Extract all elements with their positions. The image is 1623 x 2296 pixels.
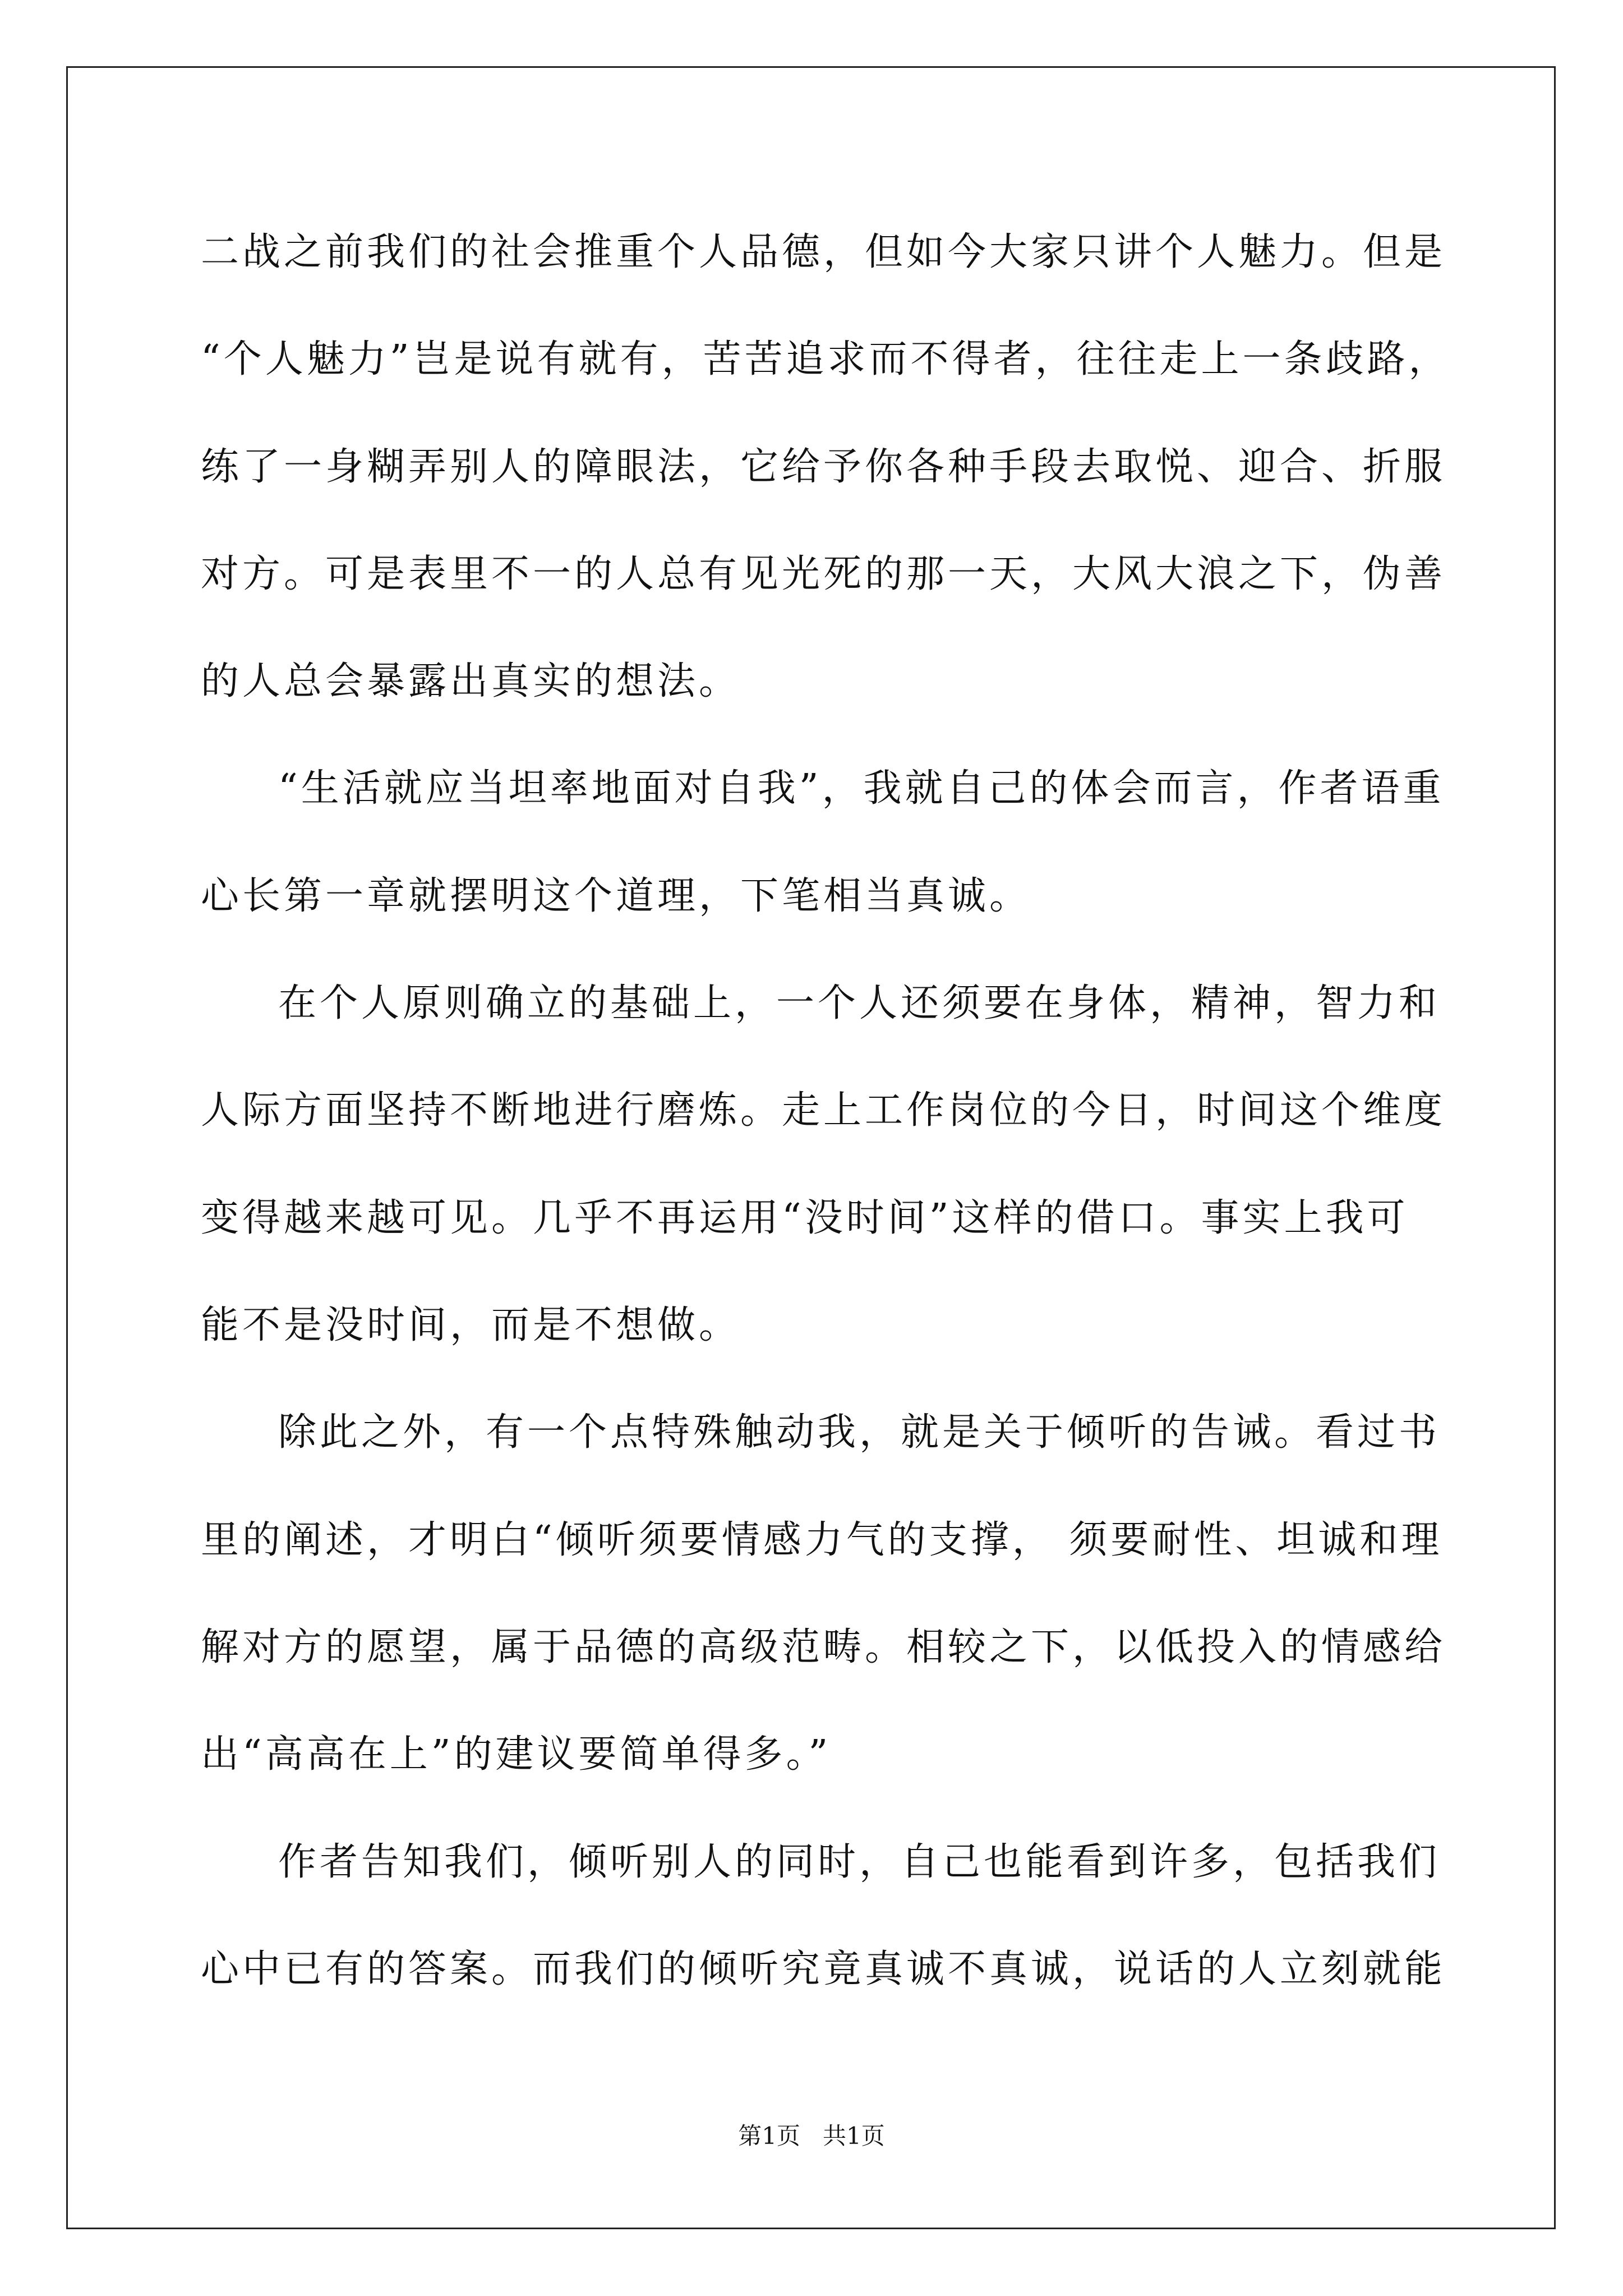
text-line-15: 出“高高在上”的建议要简单得多。” xyxy=(201,1732,832,1777)
text-line-14: 解对方的愿望，属于品德的高级范畴。相较之下，以低投入的情感给 xyxy=(201,1625,1446,1669)
text-line-9: 人际方面坚持不断地进行磨炼。走上工作岗位的今日，时间这个维度 xyxy=(201,1088,1446,1133)
text-line-12: 除此之外，有一个点特殊触动我，就是关于倾听的告诫。看过书 xyxy=(278,1410,1441,1455)
text-line-6: “生活就应当坦率地面对自我”，我就自己的体会而言，作者语重 xyxy=(278,766,1445,811)
text-line-8: 在个人原则确立的基础上，一个人还须要在身体，精神，智力和 xyxy=(278,981,1441,1025)
page-border xyxy=(66,66,1556,2229)
text-line-5: 的人总会暴露出真实的想法。 xyxy=(201,659,741,703)
text-line-2: “个人魅力”岂是说有就有，苦苦追求而不得者，往往走上一条歧路， xyxy=(201,337,1450,381)
text-line-4: 对方。可是表里不一的人总有见光死的那一天，大风大浪之下，伪善 xyxy=(201,552,1446,596)
text-line-7: 心长第一章就摆明这个道理，下笔相当真诚。 xyxy=(201,874,1031,918)
text-line-17: 心中已有的答案。而我们的倾听究竟真诚不真诚，说话的人立刻就能 xyxy=(201,1947,1446,1991)
text-line-3: 练了一身糊弄别人的障眼法，它给予你各种手段去取悦、迎合、折服 xyxy=(201,445,1446,489)
text-line-10: 变得越来越可见。几乎不再运用“没时间”这样的借口。事实上我可 xyxy=(201,1196,1409,1240)
page-number-footer: 第1页 共1页 xyxy=(738,2122,885,2150)
text-line-16: 作者告知我们，倾听别人的同时，自己也能看到许多，包括我们 xyxy=(278,1840,1441,1884)
text-line-13: 里的阐述，才明白“倾听须要情感力气的支撑， 须要耐性、坦诚和理 xyxy=(201,1518,1443,1562)
text-line-11: 能不是没时间，而是不想做。 xyxy=(201,1303,741,1347)
text-line-1: 二战之前我们的社会推重个人品德，但如今大家只讲个人魅力。但是 xyxy=(201,230,1446,274)
